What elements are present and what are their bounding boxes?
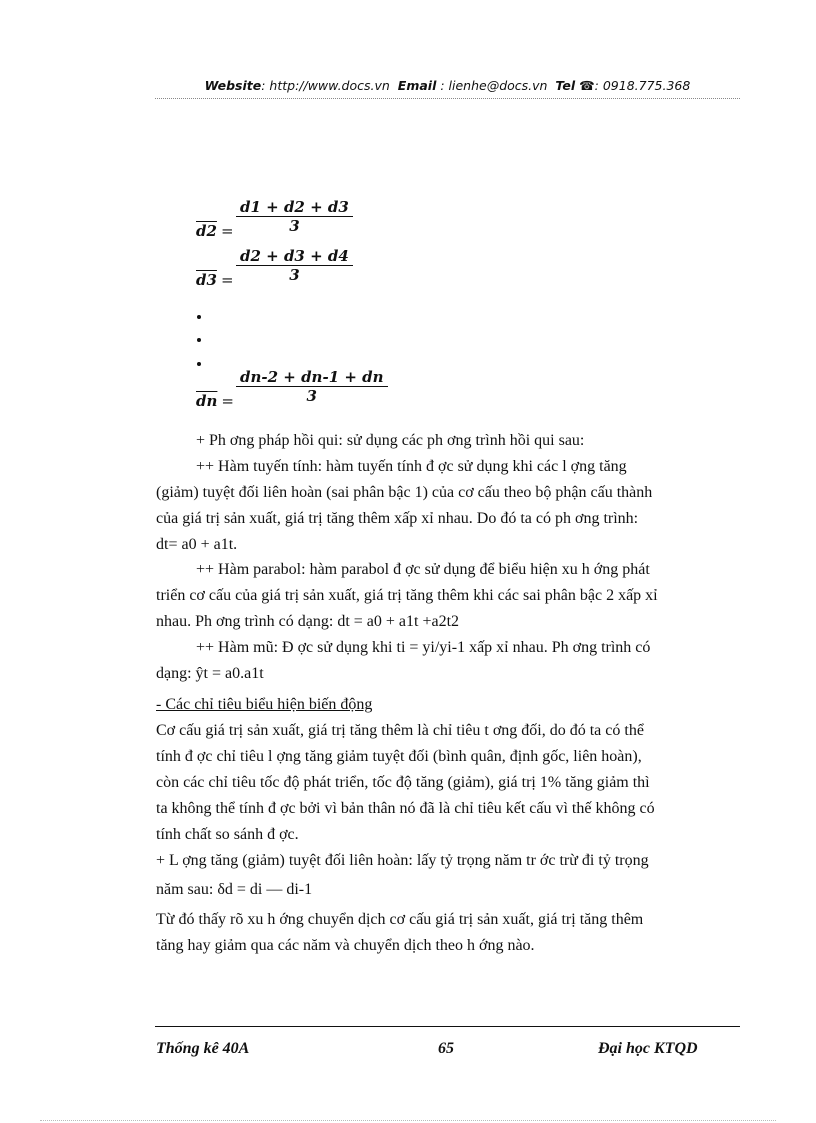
email-label: Email bbox=[397, 78, 437, 93]
page-bottom-divider bbox=[40, 1120, 776, 1121]
formula-d3-lhs: d3 = bbox=[196, 271, 234, 289]
tel-value: : 0918.775.368 bbox=[594, 78, 691, 93]
text-line: dạng: ŷt = a0.a1t bbox=[156, 665, 264, 682]
formula-dn-denominator: 3 bbox=[306, 387, 317, 405]
text-line: ++ Hàm tuyến tính: hàm tuyến tính đ ợc sử dụng khi các l ợng tăng bbox=[196, 458, 627, 475]
formula-dn-numerator: dn-2 + dn-1 + dn bbox=[236, 368, 388, 387]
page-header bbox=[155, 78, 740, 93]
footer-left: Thống kê 40A bbox=[156, 1040, 250, 1057]
text-line: ta không thể tính đ ợc bởi vì bản thân nó đã là chỉ tiêu kết cấu vì thế không có bbox=[156, 800, 655, 817]
text-line: dt= a0 + a1t. bbox=[156, 536, 238, 553]
text-line: năm sau: δd = di — di-1 bbox=[156, 881, 313, 898]
header-divider bbox=[155, 98, 740, 99]
ellipsis-dot bbox=[197, 362, 201, 366]
website-label: Website bbox=[204, 78, 262, 93]
formula-d3-fraction bbox=[236, 247, 353, 284]
paragraph-regression-methods: + Ph ơng pháp hồi qui: sử dụng các ph ơng trình hồi qui sau: bbox=[196, 432, 585, 449]
text-line: tăng hay giảm qua các năm và chuyển dịch theo h ớng nào. bbox=[156, 937, 535, 954]
formula-d3-denominator: 3 bbox=[289, 266, 300, 284]
text-line: nhau. Ph ơng trình có dạng: dt = a0 + a1t +a2t2 bbox=[156, 613, 460, 630]
ellipsis-dot bbox=[197, 338, 201, 342]
website-url: : http://www.docs.vn bbox=[261, 78, 390, 93]
formula-dn-fraction bbox=[236, 368, 388, 405]
email-value: : lienhe@docs.vn bbox=[440, 78, 548, 93]
text-line: Cơ cấu giá trị sản xuất, giá trị tăng thêm là chỉ tiêu t ơng đối, do đó ta có thể bbox=[156, 722, 644, 739]
formula-d2-fraction bbox=[236, 198, 353, 235]
text-line: + L ợng tăng (giảm) tuyệt đối liên hoàn: lấy tỷ trọng năm tr ớc trừ đi tỷ trọng bbox=[156, 852, 649, 869]
phone-icon: ☎ bbox=[579, 78, 595, 93]
section-heading: - Các chỉ tiêu biểu hiện biến động bbox=[156, 696, 373, 713]
footer-right: Đại học KTQD bbox=[598, 1040, 698, 1057]
text-line: Từ đó thấy rõ xu h ớng chuyển dịch cơ cấu giá trị sản xuất, giá trị tăng thêm bbox=[156, 911, 644, 928]
formula-d2-denominator: 3 bbox=[289, 217, 300, 235]
formula-d2-lhs: d2 = bbox=[196, 222, 234, 240]
text-line: ++ Hàm parabol: hàm parabol đ ợc sử dụng để biểu hiện xu h ớng phát bbox=[196, 561, 650, 578]
text-line: tính chất so sánh đ ợc. bbox=[156, 826, 299, 843]
text-line: còn các chỉ tiêu tốc độ phát triển, tốc độ tăng (giảm), giá trị 1% tăng giảm thì bbox=[156, 774, 650, 791]
tel-label: Tel bbox=[555, 78, 576, 93]
text-line: ++ Hàm mũ: Đ ợc sử dụng khi ti = yi/yi-1 xấp xỉ nhau. Ph ơng trình có bbox=[196, 639, 651, 656]
text-line: (giảm) tuyệt đối liên hoàn (sai phân bậc 1) của cơ cấu theo bộ phận cấu thành bbox=[156, 484, 653, 501]
text-line: triển cơ cấu của giá trị sản xuất, giá trị tăng thêm khi các sai phân bậc 2 xấp xỉ bbox=[156, 587, 658, 604]
formula-d3-numerator: d2 + d3 + d4 bbox=[236, 247, 353, 266]
text-line: tính đ ợc chỉ tiêu l ợng tăng giảm tuyệt đối (bình quân, định gốc, liên hoàn), bbox=[156, 748, 642, 765]
page-number: 65 bbox=[438, 1040, 454, 1057]
ellipsis-dot bbox=[197, 315, 201, 319]
footer-divider bbox=[155, 1026, 740, 1027]
formula-dn-lhs: $\overline{dn}$ = bbox=[196, 392, 234, 410]
text-line: của giá trị sản xuất, giá trị tăng thêm xấp xỉ nhau. Do đó ta có ph ơng trình: bbox=[156, 510, 639, 527]
formula-d2-numerator: d1 + d2 + d3 bbox=[236, 198, 353, 217]
